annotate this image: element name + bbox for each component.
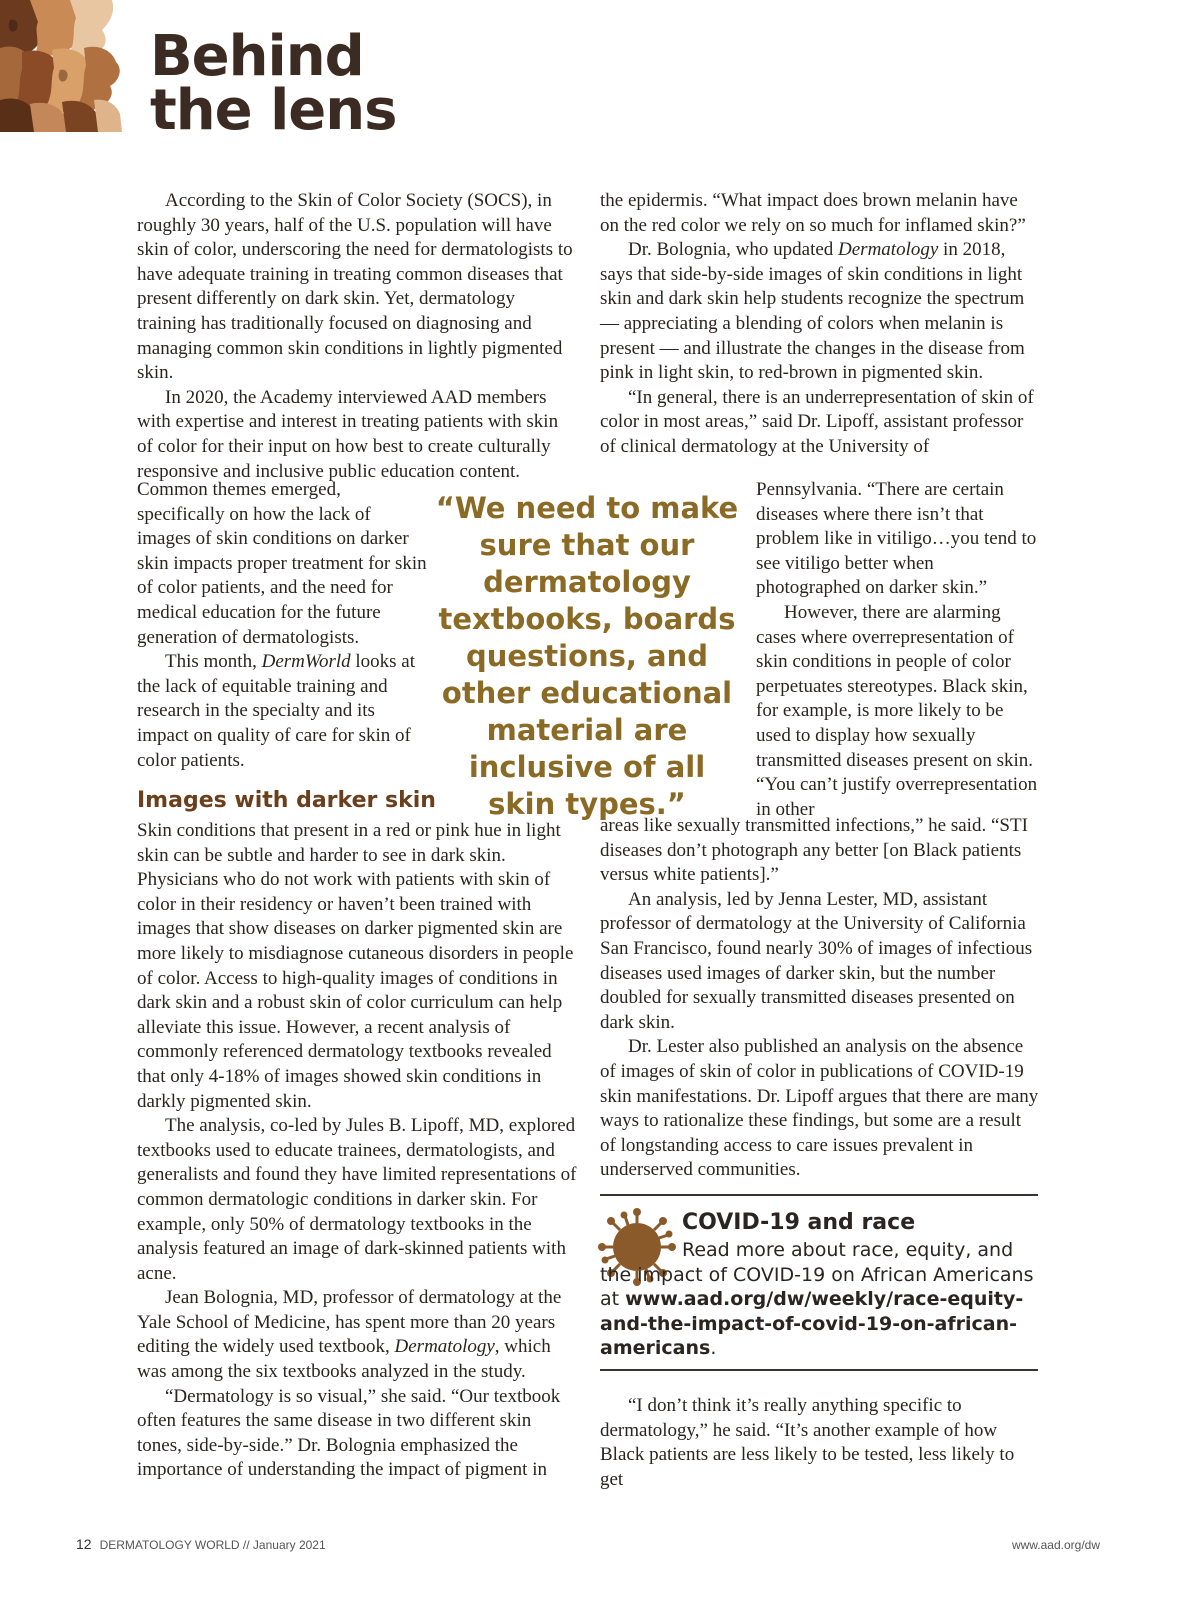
paragraph-7: “Dermatology is so visual,” she said. “Our textbook often features the same disease in two different skin tones, side-by-side.” Dr. Bolognia emphasized the importance of understanding the impact of pigment in — [137, 1385, 561, 1481]
callout-title: COVID-19 and race — [682, 1210, 916, 1235]
paragraph-4: Skin conditions that present in a red or pink hue in light skin can be subtle and harder to see in dark skin. Physicians who do not work with patients with skin of color in their residency or haven’t been trained with images that show diseases on darker pigmented skin are more likely to misdiagnose cutaneous disorders in people of color. Access to high-quality images of conditions in dark skin and a robust skin of color curriculum can help alleviate this issue. However, a recent analysis of commonly referenced dermatology textbooks revealed that only 4-18% of images showed skin conditions in darkly pigmented skin. — [137, 820, 574, 1112]
intro-paragraph-2-continued: Common themes emerged, specifically on how the lack of images of skin conditions on darker skin impacts proper treatment for skin of color patients, and the need for medical education for the future generation of dermatologists. — [137, 479, 427, 648]
intro-paragraph-3: This month, DermWorld looks at the lack of equitable training and research in the specialty and its impact on quality of care for skin of color patients. — [137, 651, 416, 771]
callout-link[interactable]: www.aad.org/dw/weekly/race-equity-and-the-impact-of-covid-19-on-african-americans — [600, 1288, 1024, 1360]
right-paragraph-6: Dr. Lester also published an analysis on the absence of images of skin of color in publications of COVID-19 skin manifestations. Dr. Lipoff argues that there are many ways to rationalize these findings, but some are a result of longstanding access to care issues prevalent in underserved communities. — [600, 1036, 1039, 1181]
publication-info: DERMATOLOGY WORLD // January 2021 — [99, 1538, 326, 1552]
textbook-name-2: Dermatology — [838, 239, 939, 261]
title-line-1: Behind — [150, 24, 364, 89]
faces-illustration — [0, 0, 125, 132]
paragraph-6: Jean Bolognia, MD, professor of dermatology at the Yale School of Medicine, has spent more than 20 years editing the widely used textbook, Dermatology, which was among the six textbooks analyzed in the study. — [137, 1287, 562, 1383]
right-paragraph-5: An analysis, led by Jenna Lester, MD, assistant professor of dermatology at the University of California San Francisco, found nearly 30% of images of infectious diseases used images of darker skin, but the number doubled for sexually transmitted diseases presented on dark skin. — [600, 888, 1033, 1033]
right-paragraph-1: the epidermis. “What impact does brown melanin have on the red color we rely on so much for inflamed skin?” — [600, 190, 1026, 236]
page-number: 12 — [76, 1536, 92, 1552]
right-paragraph-4: However, there are alarming cases where overrepresentation of skin conditions in people of color perpetuates stereotypes. Black skin, for example, is more likely to be used to display how sexually transmitted diseases present on skin. “You can’t justify overrepresentation in other — [756, 601, 1038, 820]
callout-bottom-rule — [600, 1369, 1038, 1371]
right-paragraph-3-continued: Pennsylvania. “There are certain diseases where there isn’t that problem like in vitiligo…you tend to see vitiligo better when photographed on darker skin.” — [756, 479, 1037, 599]
magazine-name: DermWorld — [261, 651, 351, 673]
left-column-section — [137, 787, 577, 1483]
right-paragraph-2: Dr. Bolognia, who updated Dermatology in 2018, says that side-by-side images of skin conditions in light skin and dark skin help students recognize the spectrum — appreciating a blending of colors when melanin is present — and illustrate the changes in the disease from pink in light skin, to red-brown in pigmented skin. — [600, 239, 1025, 384]
paragraph-5: The analysis, co-led by Jules B. Lipoff, MD, explored textbooks used to educate trainees, dermatologists, and generalists and found they have limited representations of common dermatologic conditions in darker skin. For example, only 50% of dermatology textbooks in the analysis featured an image of dark-skinned patients with acne. — [137, 1115, 577, 1284]
right-paragraph-4-continued: areas like sexually transmitted infections,” he said. “STI diseases don’t photograph any better [on Black patients versus white patients].” — [600, 815, 1028, 886]
left-column-intro — [137, 189, 577, 484]
intro-paragraph-2: In 2020, the Academy interviewed AAD members with expertise and interest in treating patients with skin of color for their input on how best to create culturally responsive and inclusive public education content. — [137, 386, 559, 482]
title-line-2: the lens — [150, 78, 397, 143]
footer-url[interactable]: www.aad.org/dw — [1011, 1538, 1100, 1552]
right-column-top — [600, 189, 1040, 460]
callout-body: Read more about race, equity, and the impact of COVID-19 on African Americans at www.aad.org/dw/weekly/race-equity-and-the-impact-of-covid-19-on-african-americans. — [600, 1239, 1034, 1360]
pull-quote: “We need to make sure that our dermatology textbooks, boards questions, and other educational material are inclusive of all skin types.” — [435, 491, 739, 821]
footer-left — [76, 1536, 326, 1552]
right-column-narrow — [756, 478, 1040, 822]
right-column-bottom — [600, 1394, 1040, 1492]
article-title — [150, 24, 397, 143]
right-paragraph-3: “In general, there is an underrepresentation of skin of color in most areas,” said Dr. Lipoff, assistant professor of clinical dermatology at the University of — [600, 386, 1034, 457]
right-column-lower — [600, 814, 1040, 1183]
section-subhead: Images with darker skin — [137, 788, 436, 813]
intro-paragraph-1: According to the Skin of Color Society (SOCS), in roughly 30 years, half of the U.S. population will have skin of color, underscoring the need for dermatologists to have adequate training in treating common diseases that present differently on dark skin. Yet, dermatology training has traditionally focused on diagnosing and managing common skin conditions in lightly pigmented skin. — [137, 190, 573, 384]
left-column-narrow — [137, 478, 427, 773]
textbook-name: Dermatology — [394, 1336, 495, 1358]
callout-top-rule — [600, 1194, 1038, 1196]
right-paragraph-7: “I don’t think it’s really anything specific to dermatology,” he said. “It’s another example of how Black patients are less likely to be tested, less likely to get — [600, 1395, 1015, 1490]
